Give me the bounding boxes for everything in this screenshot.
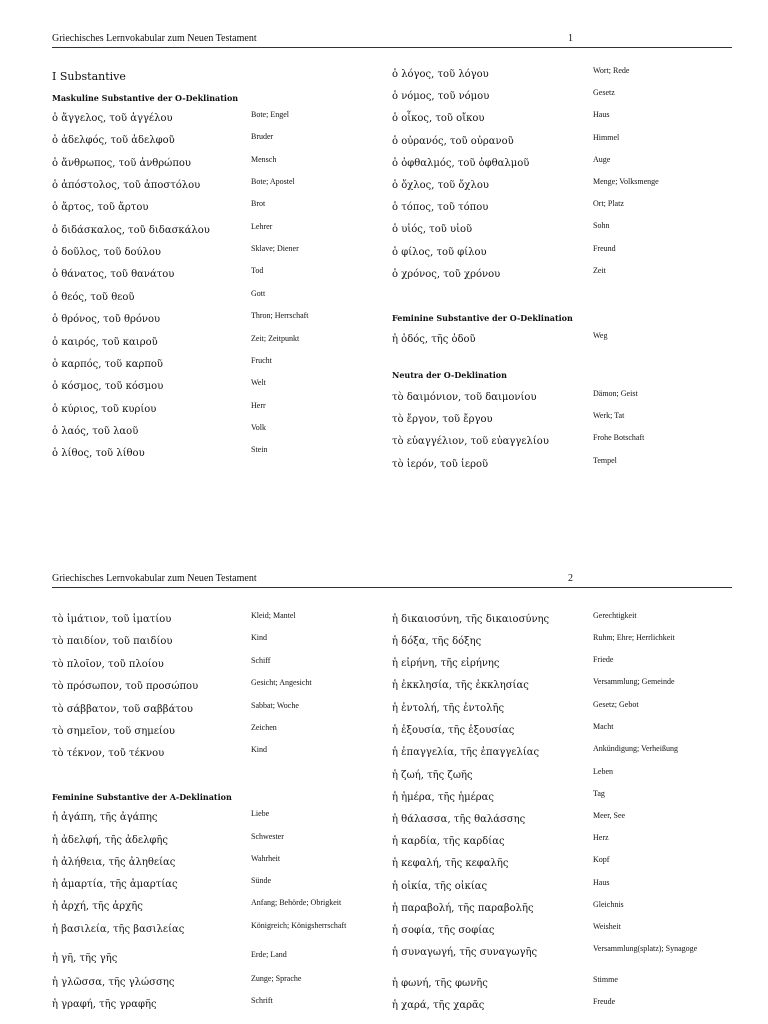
german-translation: Freude: [593, 997, 616, 1006]
german-translation: Weg: [593, 331, 608, 340]
greek-term: ἡ ἀρχή, τῆς ἀρχῆς: [52, 901, 143, 912]
greek-term: ἡ εἰρήνη, τῆς εἰρήνης: [392, 658, 500, 669]
german-translation: Meer, See: [593, 811, 626, 820]
header-title: Griechisches Lernvokabular zum Neuen Testament: [52, 33, 257, 44]
vocab-entry: [392, 110, 722, 135]
greek-term: ὁ λίθος, τοῦ λίθου: [52, 448, 145, 459]
german-translation: Werk; Tat: [593, 411, 625, 420]
vocab-entry: [52, 745, 382, 770]
greek-term: ὁ ἄγγελος, τοῦ ἀγγέλου: [52, 113, 173, 124]
greek-term: τὸ σημεῖον, τοῦ σημείου: [52, 726, 175, 737]
greek-term: ὁ δοῦλος, τοῦ δούλου: [52, 247, 162, 258]
vocab-entry: [52, 633, 382, 658]
vocab-entry: [52, 199, 382, 224]
greek-term: ὁ οἶκος, τοῦ οἴκου: [392, 113, 485, 124]
greek-term: ὁ θεός, τοῦ θεοῦ: [52, 292, 135, 303]
vocab-entry: [392, 744, 722, 769]
german-translation: Gesetz; Gebot: [593, 700, 639, 709]
german-translation: Lehrer: [251, 222, 273, 231]
greek-term: ἡ βασιλεία, τῆς βασιλείας: [52, 924, 185, 935]
german-translation: Kopf: [593, 855, 610, 864]
greek-term: ἡ γλῶσσα, τῆς γλώσσης: [52, 977, 175, 988]
greek-term: ὁ ὄχλος, τοῦ ὄχλου: [392, 180, 489, 191]
greek-term: ἡ ἀγάπη, τῆς ἀγάπης: [52, 812, 158, 823]
german-translation: Bruder: [251, 132, 274, 141]
greek-term: τὸ ἱερόν, τοῦ ἱεροῦ: [392, 459, 489, 470]
german-translation: Schrift: [251, 996, 273, 1005]
german-translation: Herz: [593, 833, 609, 842]
greek-term: ὁ κύριος, τοῦ κυρίου: [52, 404, 157, 415]
greek-term: ἡ ζωή, τῆς ζωῆς: [392, 770, 473, 781]
german-translation: Zeit: [593, 266, 606, 275]
greek-term: ὁ ἀπόστολος, τοῦ ἀποστόλου: [52, 180, 201, 191]
german-translation: Versammlung; Gemeinde: [593, 677, 675, 686]
section-title: I Substantive: [52, 70, 126, 83]
greek-term: τὸ εὐαγγέλιον, τοῦ εὐαγγελίου: [392, 436, 549, 447]
german-translation: Freund: [593, 244, 616, 253]
german-translation: Gerechtigkeit: [593, 611, 637, 620]
greek-term: ἡ συναγωγή, τῆς συναγωγῆς: [392, 947, 538, 958]
greek-term: ὁ φίλος, τοῦ φίλου: [392, 247, 487, 258]
greek-term: ἡ σοφία, τῆς σοφίας: [392, 925, 495, 936]
greek-term: ὁ διδάσκαλος, τοῦ διδασκάλου: [52, 225, 210, 236]
german-translation: Zeichen: [251, 723, 277, 732]
vocab-entry: [52, 266, 382, 291]
german-translation: Zunge; Sprache: [251, 974, 302, 983]
german-translation: Zeit; Zeitpunkt: [251, 334, 300, 343]
greek-term: ἡ δικαιοσύνη, τῆς δικαιοσύνης: [392, 614, 550, 625]
german-translation: Frohe Botschaft: [593, 433, 645, 442]
german-translation: Schiff: [251, 656, 271, 665]
german-translation: Auge: [593, 155, 611, 164]
german-translation: Sabbat; Woche: [251, 701, 299, 710]
page-number: 1: [568, 33, 573, 44]
vocab-entry: [52, 809, 382, 834]
greek-term: ὁ κόσμος, τοῦ κόσμου: [52, 381, 164, 392]
vocab-entry: [52, 378, 382, 403]
german-translation: Kind: [251, 745, 267, 754]
german-translation: Erde; Land: [251, 950, 287, 959]
german-translation: Sohn: [593, 221, 610, 230]
greek-term: ἡ ἐντολή, τῆς ἐντολῆς: [392, 703, 505, 714]
greek-term: ἡ χαρά, τῆς χαρᾶς: [392, 1000, 485, 1011]
german-translation: Stein: [251, 445, 268, 454]
german-translation: Bote; Engel: [251, 110, 289, 119]
german-translation: Königreich; Königsherrschaft: [251, 921, 347, 930]
german-translation: Wort; Rede: [593, 66, 630, 75]
greek-term: ἡ παραβολή, τῆς παραβολῆς: [392, 903, 534, 914]
german-translation: Leben: [593, 767, 613, 776]
page-header: [52, 573, 732, 588]
greek-term: ὁ τόπος, τοῦ τόπου: [392, 202, 489, 213]
german-translation: Sklave; Diener: [251, 244, 299, 253]
greek-term: τὸ παιδίον, τοῦ παιδίου: [52, 636, 173, 647]
german-translation: Herr: [251, 401, 266, 410]
greek-term: ὁ υἱός, τοῦ υἱοῦ: [392, 224, 473, 235]
german-translation: Kind: [251, 633, 267, 642]
vocab-entry: [52, 996, 382, 1021]
vocab-entry: [392, 855, 722, 880]
german-translation: Wahrheit: [251, 854, 281, 863]
greek-term: ὁ νόμος, τοῦ νόμου: [392, 91, 490, 102]
document-page-2: [0, 540, 768, 1024]
german-translation: Thron; Herrschaft: [251, 311, 309, 320]
greek-term: τὸ πλοῖον, τοῦ πλοίου: [52, 659, 164, 670]
greek-term: τὸ σάββατον, τοῦ σαββάτου: [52, 704, 193, 715]
greek-term: ἡ θάλασσα, τῆς θαλάσσης: [392, 814, 526, 825]
greek-term: ἡ καρδία, τῆς καρδίας: [392, 836, 505, 847]
greek-term: ὁ ἄνθρωπος, τοῦ ἀνθρώπου: [52, 158, 192, 169]
german-translation: Haus: [593, 110, 610, 119]
greek-term: ἡ γῆ, τῆς γῆς: [52, 953, 118, 964]
german-translation: Brot: [251, 199, 266, 208]
page-number: 2: [568, 573, 573, 584]
greek-term: ὁ θρόνος, τοῦ θρόνου: [52, 314, 161, 325]
subhead-neutra-o: Neutra der O-Deklination: [392, 370, 507, 380]
german-translation: Sünde: [251, 876, 271, 885]
greek-term: ἡ ἀδελφή, τῆς ἀδελφῆς: [52, 835, 169, 846]
german-translation: Tag: [593, 789, 605, 798]
greek-term: τὸ δαιμόνιον, τοῦ δαιμονίου: [392, 392, 537, 403]
page-header: [52, 33, 732, 48]
vocab-entry: [52, 921, 382, 946]
german-translation: Dämon; Geist: [593, 389, 638, 398]
greek-term: ὁ ἀδελφός, τοῦ ἀδελφοῦ: [52, 135, 175, 146]
vocab-entry: [52, 950, 382, 975]
vocab-entry: [52, 898, 382, 923]
greek-term: ἡ ἀλήθεια, τῆς ἀληθείας: [52, 857, 176, 868]
greek-term: ἡ ἡμέρα, τῆς ἡμέρας: [392, 792, 495, 803]
greek-term: ἡ ἐκκλησία, τῆς ἐκκλησίας: [392, 680, 529, 691]
greek-term: ὁ καιρός, τοῦ καιροῦ: [52, 337, 158, 348]
subhead-feminine-a: Feminine Substantive der A-Deklination: [52, 792, 232, 802]
german-translation: Gleichnis: [593, 900, 624, 909]
german-translation: Gesicht; Angesicht: [251, 678, 312, 687]
greek-term: ἡ ἁμαρτία, τῆς ἁμαρτίας: [52, 879, 178, 890]
greek-term: ὁ ἄρτος, τοῦ ἄρτου: [52, 202, 149, 213]
greek-term: τὸ τέκνον, τοῦ τέκνου: [52, 748, 165, 759]
german-translation: Haus: [593, 878, 610, 887]
greek-term: ἡ δόξα, τῆς δόξης: [392, 636, 482, 647]
german-translation: Gott: [251, 289, 266, 298]
vocab-entry: [392, 997, 722, 1022]
subhead-masculine-o: Maskuline Substantive der O-Deklination: [52, 93, 239, 103]
german-translation: Liebe: [251, 809, 270, 818]
subhead-feminine-o: Feminine Substantive der O-Deklination: [392, 313, 573, 323]
vocab-entry: [392, 331, 722, 356]
greek-term: ἡ φωνή, τῆς φωνῆς: [392, 978, 488, 989]
greek-term: ὁ καρπός, τοῦ καρποῦ: [52, 359, 163, 370]
vocab-entry: [392, 221, 722, 246]
greek-term: ὁ θάνατος, τοῦ θανάτου: [52, 269, 175, 280]
vocab-entry: [52, 678, 382, 703]
greek-term: ὁ λόγος, τοῦ λόγου: [392, 69, 489, 80]
vocab-entry: [392, 944, 722, 969]
header-title: Griechisches Lernvokabular zum Neuen Testament: [52, 573, 257, 584]
german-translation: Tempel: [593, 456, 617, 465]
greek-term: ἡ ὁδός, τῆς ὁδοῦ: [392, 334, 476, 345]
greek-term: τὸ πρόσωπον, τοῦ προσώπου: [52, 681, 199, 692]
german-translation: Ruhm; Ehre; Herrlichkeit: [593, 633, 675, 642]
german-translation: Welt: [251, 378, 266, 387]
vocab-entry: [392, 677, 722, 702]
vocab-entry: [392, 266, 722, 291]
greek-term: τὸ ἱμάτιον, τοῦ ἱματίου: [52, 614, 172, 625]
vocab-entry: [52, 311, 382, 336]
german-translation: Gesetz: [593, 88, 615, 97]
vocab-entry: [392, 433, 722, 458]
greek-term: ὁ ὀφθαλμός, τοῦ ὀφθαλμοῦ: [392, 158, 530, 169]
greek-term: ἡ ἐπαγγελία, τῆς ἐπαγγελίας: [392, 747, 540, 758]
greek-term: τὸ ἔργον, τοῦ ἔργου: [392, 414, 493, 425]
german-translation: Friede: [593, 655, 614, 664]
greek-term: ὁ οὐρανός, τοῦ οὐρανοῦ: [392, 136, 514, 147]
greek-term: ἡ γραφή, τῆς γραφῆς: [52, 999, 157, 1010]
german-translation: Anfang; Behörde; Obrigkeit: [251, 898, 342, 907]
german-translation: Mensch: [251, 155, 277, 164]
german-translation: Macht: [593, 722, 614, 731]
german-translation: Versammlung(splatz); Synagoge: [593, 944, 698, 953]
german-translation: Volk: [251, 423, 266, 432]
vocab-entry: [392, 456, 722, 481]
greek-term: ἡ ἐξουσία, τῆς ἐξουσίας: [392, 725, 515, 736]
greek-term: ὁ λαός, τοῦ λαοῦ: [52, 426, 139, 437]
german-translation: Schwester: [251, 832, 284, 841]
german-translation: Ankündigung; Verheißung: [593, 744, 678, 753]
greek-term: ἡ κεφαλή, τῆς κεφαλῆς: [392, 858, 509, 869]
german-translation: Menge; Volksmenge: [593, 177, 659, 186]
vocab-entry: [52, 445, 382, 470]
greek-term: ὁ χρόνος, τοῦ χρόνου: [392, 269, 501, 280]
vocab-entry: [52, 132, 382, 157]
german-translation: Himmel: [593, 133, 620, 142]
greek-term: ἡ οἰκία, τῆς οἰκίας: [392, 881, 488, 892]
german-translation: Stimme: [593, 975, 618, 984]
german-translation: Frucht: [251, 356, 272, 365]
german-translation: Kleid; Mantel: [251, 611, 296, 620]
german-translation: Bote; Apostel: [251, 177, 295, 186]
german-translation: Weisheit: [593, 922, 621, 931]
german-translation: Tod: [251, 266, 264, 275]
german-translation: Ort; Platz: [593, 199, 624, 208]
